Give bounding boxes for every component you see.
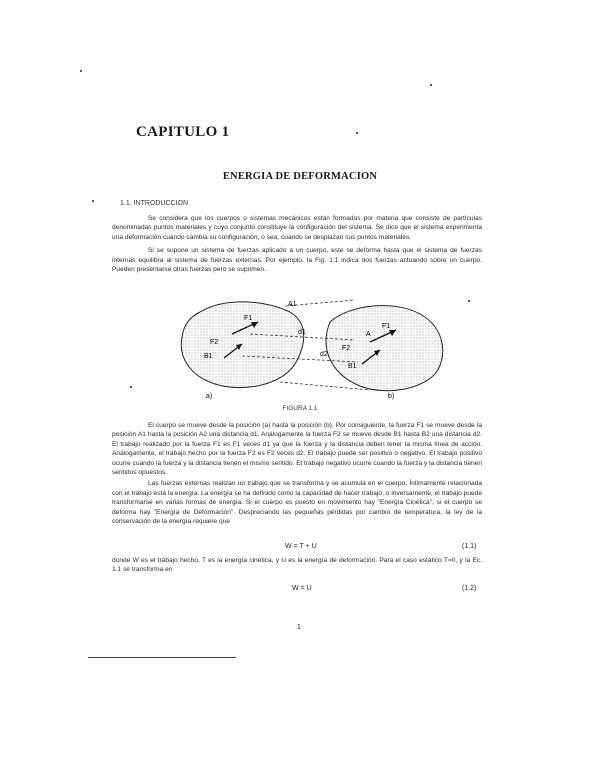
section-title: ENERGIA DE DEFORMACION [222, 171, 378, 182]
paragraph: Las fuerzas externas realizan un trabajo que se transforma y se acumula en el cuerpo. Íntimamente relacionada con el trabajo está la energía. La energía se ha definido como la capacidad de hacer trabajo, o inversamente, el trabajo puede transformarse en varias formas de energía. Si el cuerpo es puesto en movimiento hay "Energía Cinética", si el cuerpo se deforma hay "Energía de Deformación". Despreciando las pequeñas pérdidas por cambio de temperatura, la ley de la conservación de la energía requiere que [112, 480, 482, 526]
scan-speck [356, 132, 358, 134]
body-text-2 [112, 556, 482, 575]
label-f2-left: F2 [210, 339, 219, 346]
intro-text [112, 214, 482, 274]
label-b: b) [388, 393, 395, 400]
label-f1-left: F1 [244, 315, 253, 322]
label-b1-left: B1 [204, 353, 213, 360]
label-b1-right: B1 [348, 363, 357, 370]
scan-speck [92, 200, 94, 202]
page-number: 1 [297, 624, 301, 631]
paragraph: donde W es el trabajo hecho, T es la energía cinética, y U es la energía de deformación. Para el caso estático T=0, y la Ec. 1.1 se transforma en [112, 557, 482, 574]
scan-speck [80, 70, 82, 72]
chapter-title: CAPITULO 1 [136, 124, 230, 140]
equation-1-number: (1.1) [462, 543, 477, 550]
equation-1: W = T + U [285, 543, 317, 550]
scan-speck [130, 386, 132, 388]
figure-1-1 [170, 292, 470, 402]
label-d2: d2 [320, 351, 328, 358]
paragraph: Se considera que los cuerpos o sistemas mecánicos están formados por materia que consiste de partículas denominadas puntos materiales y cuyo conjunto constituye la configuración del sistema. Se dice que el sistema experimenta una deformación cuando cambia su configuración, o sea, cuando se desplazan sus puntos materiales. [112, 215, 482, 241]
scan-speck [468, 300, 470, 302]
label-f1-right: F1 [382, 323, 391, 330]
scan-speck [430, 84, 432, 86]
figure-caption: FIGURA 1.1 [282, 405, 318, 412]
subsection-heading: 1.1. INTRODUCCION [120, 200, 189, 207]
equation-2: W = U [292, 585, 312, 592]
body-text [112, 421, 482, 526]
footnote-rule [88, 657, 236, 658]
label-f2-right: F2 [342, 345, 351, 352]
paragraph: Si se supone un sistema de fuerzas aplicado a un cuerpo, este se deforma hasta que el sistema de fuerzas internas equilibra al sistema de fuerzas externas. Por ejemplo, la Fig. 1.1 indica dos fuerzas actuando sobre un cuerpo. Pueden presentarse otras fuerzas pero se suprimen. [112, 247, 482, 274]
label-a: a) [206, 393, 213, 400]
label-a-right: A [366, 331, 371, 338]
label-d1: d1 [298, 329, 306, 336]
label-a1: A1 [288, 301, 297, 308]
equation-2-number: (1.2) [462, 585, 477, 592]
body-a-shape [181, 302, 304, 388]
paragraph: El cuerpo se mueve desde la posición (a) hasta la posición (b). Por consiguiente, la fuerza F1 se mueve desde la posición A1 hasta la posición A2 una distancia d1. Análogamente la fuerza F2 se mueve desde B1 hasta B2 una distancia d2. El trabajo realizado por la fuerza F1 es F1 veces d1 ya que la fuerza y la distancia deben tener la misma línea de acción. Análogamente, el trabajo hecho por la fuerza F2 es F2 veces d2. El trabajo puede ser positivo o negativo. El trabajo positivo ocurre cuando la fuerza y la distancia tienen el mismo sentido. El trabajo negativo ocurre cuando la fuerza y la distancia tienen sentidos opuestos. [112, 422, 482, 477]
